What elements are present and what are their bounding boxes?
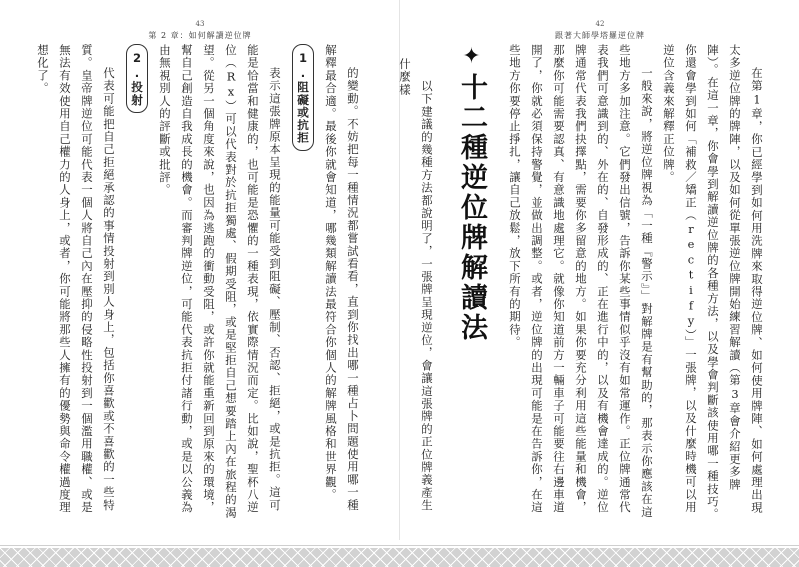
section-1-title-wrap [292, 44, 314, 522]
section-2-paragraph: 代表可能把自己拒絕承認的事情投射到別人身上，包括你喜歡或不喜歡的一些特質。皇帝牌逆位可能代表一個人將自己內在壓抑的侵略性投射到一個濫用職權、或是無法有效使用自己權力的人身上，或者，你可能將那些人擁有的優勢與命令權過度理想化了。 [36, 44, 116, 514]
continued-paragraph: 的變動。不妨把每一種情況都嘗試看看，直到你找出哪一種占卜問題使用哪一種解釋最合適。最後你就會知道，哪幾類解讀法最符合你個人的解牌風格和世界觀。 [324, 44, 360, 512]
running-head-right: 跟著大師學塔羅逆位牌 [555, 31, 645, 40]
decorative-footer-band [0, 548, 799, 567]
running-head-left: 第 2 章：如何解讀逆位牌 [148, 31, 252, 40]
left-body-text [36, 44, 364, 522]
sparkle-star-icon: ✦ [459, 44, 484, 69]
right-page [400, 0, 799, 540]
section-2-title-wrap [126, 44, 148, 522]
intro-paragraph: 在第1章，你已經學到如何用洗牌來取得逆位牌、如何使用牌陣、如何處理出現太多逆位牌的牌陣，以及如何從單張逆位牌開始練習解讀（第3章會介紹更多牌陣）。在這一章，你會學到解讀逆位牌的各種方法，以及學會判斷該使用哪一種技巧。你還會學到如何「補救／矯正（rectify）」一張牌，以及什麼時機可以用逆位含義來解釋正位牌。 [662, 44, 764, 521]
page-number-right: 42 [595, 20, 605, 28]
section-1-paragraph: 表示這張牌原本呈現的能量可能受到阻礙、壓制、否認、拒絕，或是抗拒。這可能是恰當和健康的，也可能是恐懼的一種表現，依實際情況而定。比如說，聖杯八逆位（Rx）可以代表對於抗拒獨處、假期受阻，或是堅拒自己想要踏上內在旅程的渴望。從另一個角度來說，也因為逃跑的衝動受阻，或許你就能重新回到原來的環境，幫自己創造自我成長的機會。而審判牌逆位，可能代表抗拒付諸行動，或是以公義為由無視別人的評斷或批評。 [158, 44, 282, 520]
warning-paragraph: 一般來說，將逆位牌視為「一種『警示』」對解牌是有幫助的，那表示你應該在這些地方多加注意。它們發出信號，告訴你某些事情似乎沒有如常運作。正位牌通常代表我們可意識到的、外在的、自發形成的、正在進行中的，以及有機會達成的。逆位牌通常代表我們抉擇點，需要你多留意的地方。如果你要充分利用這些能量和機會，那麼你可能需要認真、有意識地處理它。就像你知道前方一輛車子可能要往右邊車道開了，你就必須保持警覺，並做出調整。或者，逆位牌的出現可能是在告訴你，在這些地方你要停止掙扎，讓自己放鬆，放下所有的期待。 [508, 44, 654, 519]
left-page [0, 0, 399, 540]
heading-intro-paragraph: 以下建議的幾種方法都說明了，一張牌呈現逆位，會讓這張牌的正位牌義產生什麼樣 [398, 57, 434, 513]
chapter-section-heading [454, 44, 488, 522]
section-1-title: 1.阻礙或抗拒 [292, 44, 314, 151]
right-body-text [398, 44, 768, 522]
section-2-title: 2.投射 [126, 44, 148, 113]
page-number-left: 43 [195, 20, 205, 28]
section-heading-text: 十二種逆位牌解讀法 [456, 73, 487, 343]
